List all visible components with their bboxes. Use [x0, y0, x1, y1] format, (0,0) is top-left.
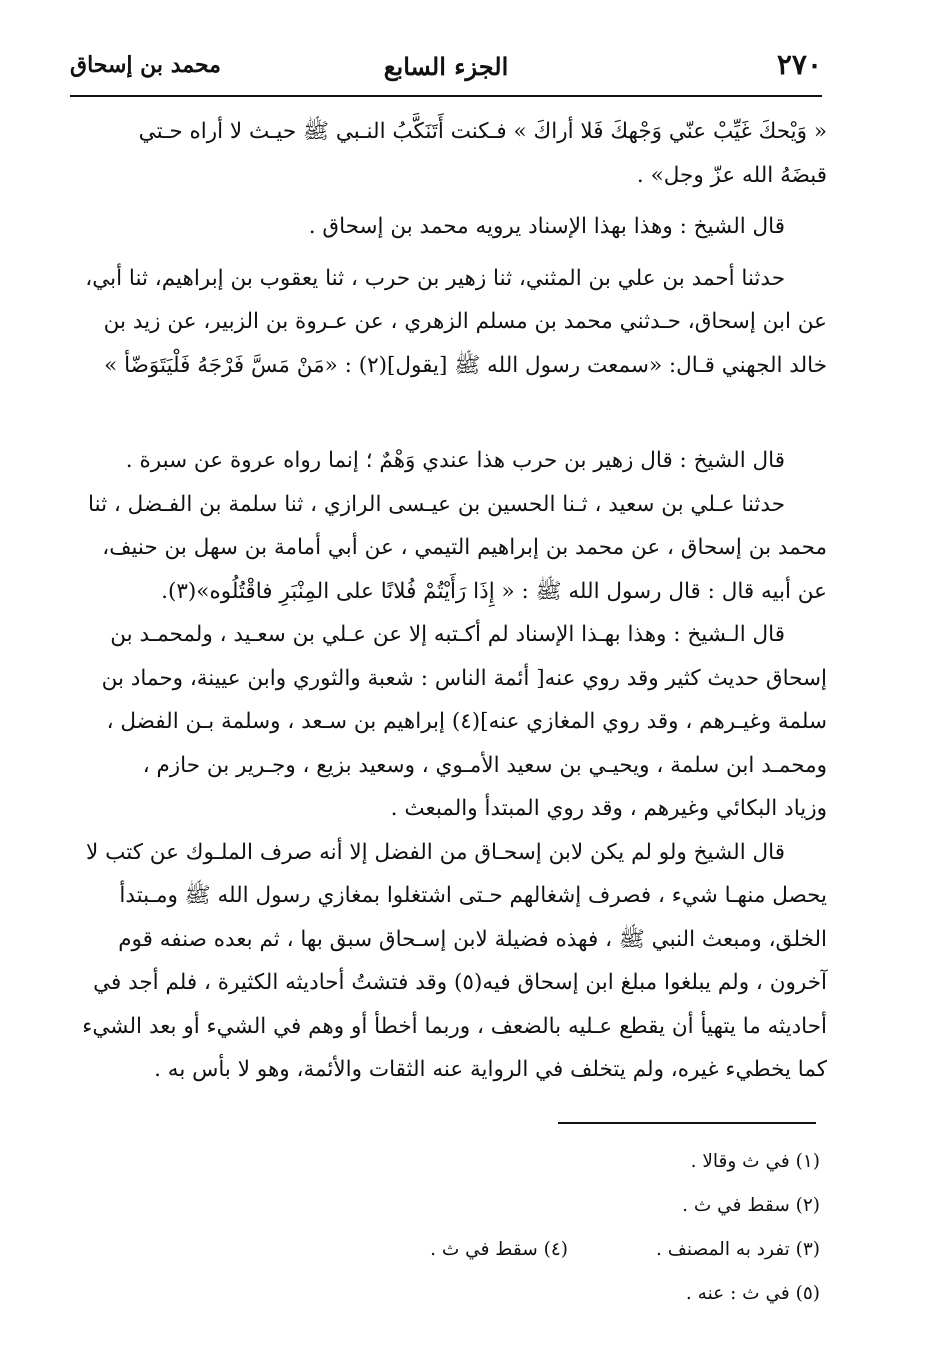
paragraph-line: الخلق، ومبعث النبي ﷺ ، فهذه فضيلة لابن إسـحاق سبق بها ، ثم بعده صنفه قوم — [118, 926, 827, 952]
page-number: ٢٧٠ — [776, 48, 822, 81]
footnote-rule — [558, 1122, 816, 1124]
paragraph-line: حدثنا أحمد بن علي بن المثني، ثنا زهير بن حرب ، ثنا يعقوب بن إبراهيم، ثنا أبي، — [85, 265, 785, 291]
paragraph-line: « وَيْحكَ غَيِّبْ عنّي وَجْهكَ فَلا أراكَ » فـكنت أَتَنَكَّبُ النـبي ﷺ حيـث لا أراه حـتي — [138, 119, 827, 144]
footnote-4: (٤) سقط في ث . — [430, 1239, 568, 1260]
paragraph-line: كما يخطيء غيره، ولم يتخلف في الرواية عنه الثقات والأئمة، وهو لا بأس به . — [154, 1057, 827, 1082]
paragraph-line: قال الشيخ : وهذا بهذا الإسناد يرويه محمد بن إسحاق . — [308, 214, 785, 239]
paragraph-line: وزياد البكائي وغيرهم ، وقد روي المبتدأ والمبعث . — [390, 796, 827, 821]
paragraph-line: قال الـشيخ : وهذا بهـذا الإسناد لم أكـتبه إلا عن عـلي بن سعـيد ، ولمحمـد بن — [110, 622, 785, 647]
paragraph-line: عن أبيه قال : قال رسول الله ﷺ : « إِذَا رَأَيْتُمْ فُلانًا على المِنْبَرِ فاقْتُلُوه»(٣). — [161, 578, 827, 604]
paragraph-line: سلمة وغيـرهم ، وقد روي المغازي عنه](٤) إبراهيم بن سـعد ، وسلمة بـن الفضل ، — [106, 709, 827, 734]
header-rule — [70, 95, 822, 97]
paragraph-line: محمد بن إسحاق ، عن محمد بن إبراهيم التيمي ، عن أبي أمامة بن سهل بن حنيف، — [102, 535, 827, 560]
paragraph-line: أحاديثه ما يتهيأ أن يقطع عـليه بالضعف ، وربما أخطأ أو وهم في الشيء أو بعد الشيء — [82, 1013, 827, 1039]
paragraph-line: آخرون ، ولم يبلغوا مبلغ ابن إسحاق فيه(٥) وقد فتشتُ أحاديثه الكثيرة ، فلم أجد في — [93, 970, 827, 995]
paragraph-line: عن ابن إسحاق، حـدثني محمد بن مسلم الزهري ، عن عـروة بن الزبير، عن زيد بن — [103, 309, 827, 334]
paragraph-line: ومحمـد ابن سلمة ، ويحيـي بن سعيد الأمـوي ، وسعيد بزيع ، وجـرير بن حازم ، — [142, 752, 827, 778]
footnote-1: (١) في ث وقالا . — [690, 1151, 820, 1172]
footnote-2: (٢) سقط في ث . — [682, 1195, 820, 1216]
footnotes — [300, 1140, 820, 1316]
page-header — [70, 40, 822, 90]
paragraph-line: حدثنا عـلي بن سعيد ، ثـنا الحسين بن عيـسى الرازي ، ثنا سلمة بن الفـضل ، ثنا — [88, 491, 785, 517]
paragraph-line: إسحاق حديث كثير وقد روي عنه[ أئمة الناس : شعبة والثوري وابن عيينة، وحماد بن — [101, 665, 827, 691]
paragraph-line: قال الشيخ ولو لم يكن لابن إسحـاق من الفضل إلا أنه صرف الملـوك عن كتب لا — [86, 839, 785, 865]
paragraph-line: قال الشيخ : قال زهير بن حرب هذا عندي وَهْمٌ ؛ إنما رواه عروة عن سبرة . — [125, 448, 785, 473]
paragraph-line: قبضَهُ الله عزّ وجل» . — [636, 162, 827, 188]
book-title: محمد بن إسحاق — [70, 52, 221, 78]
part-title: الجزء السابع — [383, 52, 509, 81]
main-text — [65, 110, 827, 1092]
paragraph-line: يحصل منهـا شيء ، فصرف إشغالهم حـتى اشتغلوا بمغازي رسول الله ﷺ ومـبتدأ — [119, 883, 827, 908]
footnote-5: (٥) في ث : عنه . — [685, 1283, 820, 1304]
paragraph-line: خالد الجهني قـال: «سمعت رسول الله ﷺ [يقول](٢) : «مَنْ مَسَّ فَرْجَهُ فَلْيَتَوَضّأ » — [104, 352, 827, 378]
footnote-3: (٣) تفرد به المصنف . — [655, 1239, 820, 1260]
